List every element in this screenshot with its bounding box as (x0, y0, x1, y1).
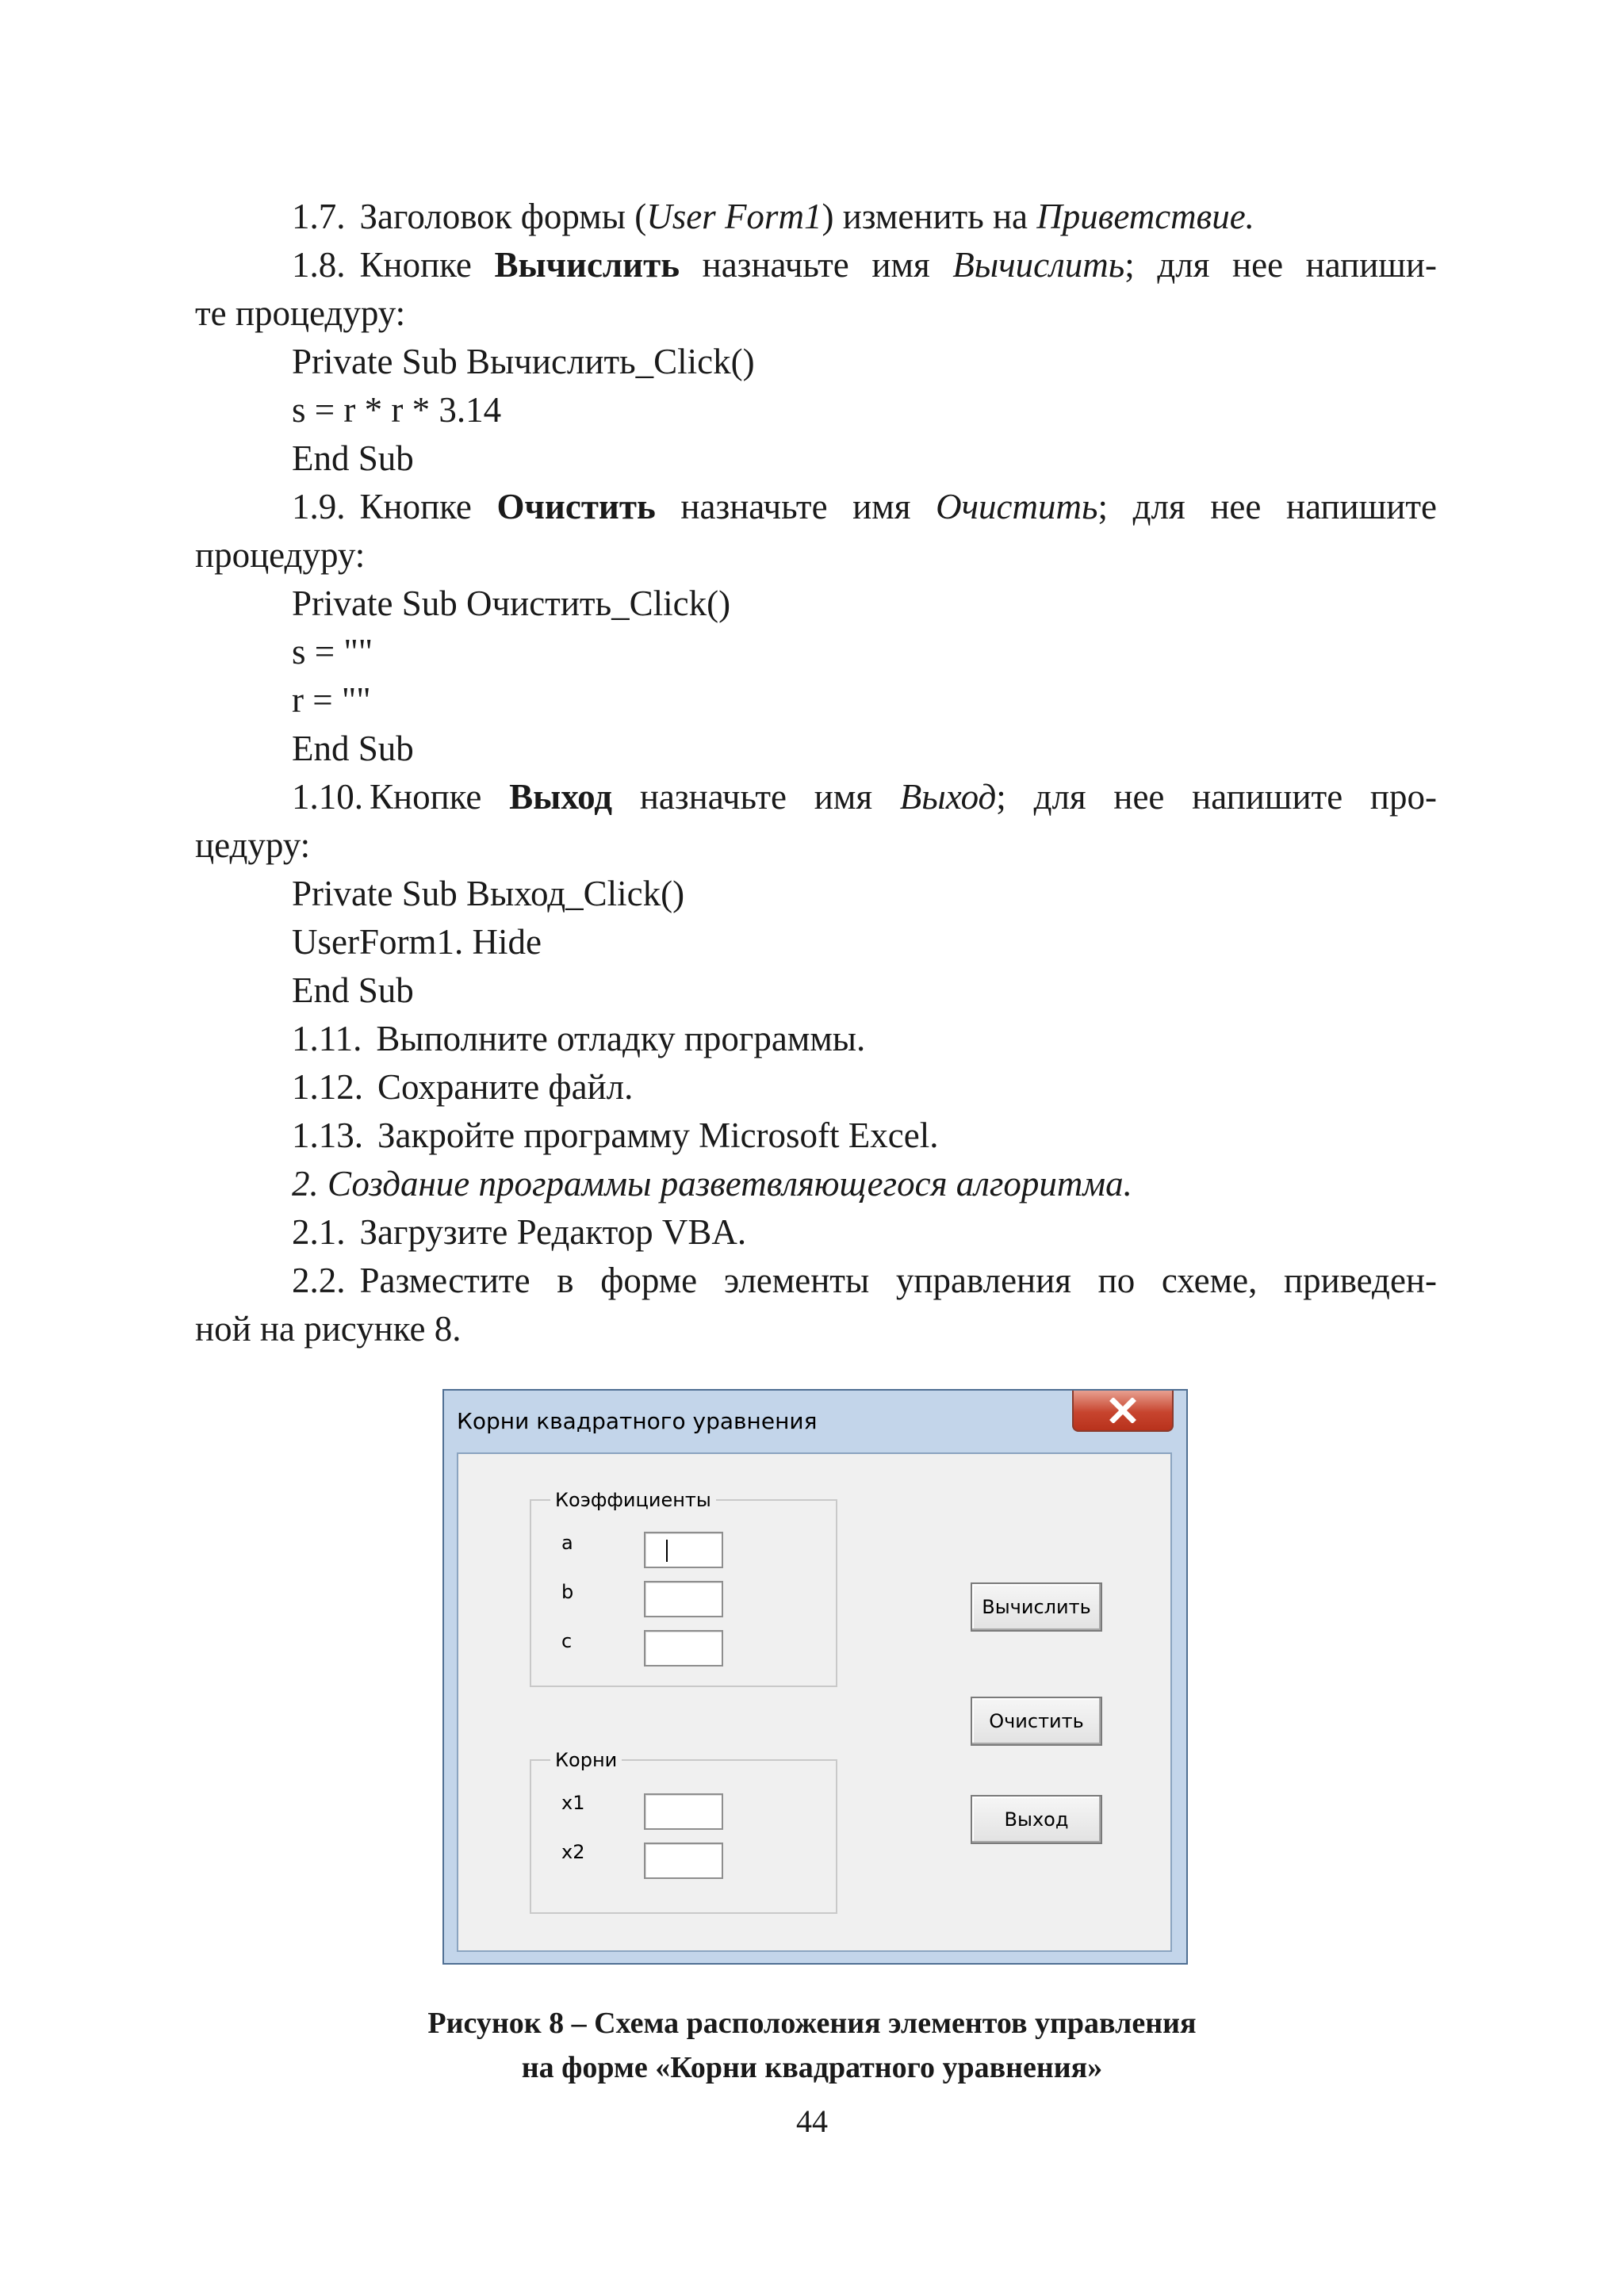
input-c[interactable] (644, 1630, 723, 1667)
text-caret (666, 1540, 668, 1562)
item-1-9-cont: процедуру: (195, 535, 366, 575)
input-a[interactable] (644, 1532, 723, 1568)
code-line: Private Sub Выход_Click() (292, 874, 685, 913)
code-line: r = "" (292, 680, 371, 720)
item-1-12: 1.12. Сохраните файл. (292, 1067, 634, 1107)
item-1-11: 1.11. Выполните отладку программы. (292, 1019, 866, 1058)
item-1-10: 1.10. Кнопке Выход назначьте имя Выход; для нее напишите про- (292, 777, 1437, 817)
exit-button[interactable]: Выход (971, 1795, 1102, 1844)
item-1-10-cont: цедуру: (195, 825, 311, 865)
form-title: Корни квадратного уравнения (457, 1408, 818, 1434)
label-x1: x1 (561, 1792, 585, 1814)
code-line: End Sub (292, 438, 414, 478)
label-a: a (561, 1532, 573, 1554)
item-2-2-cont: ной на рисунке 8. (195, 1309, 462, 1349)
code-line: End Sub (292, 970, 414, 1010)
code-line: Private Sub Вычислить_Click() (292, 342, 755, 381)
label-c: c (561, 1630, 573, 1652)
roots-group (530, 1749, 837, 1914)
close-x-icon (1107, 1398, 1139, 1423)
clear-button[interactable]: Очистить (971, 1697, 1102, 1746)
coefficients-group-legend: Коэффициенты (555, 1489, 711, 1511)
item-2-1: 2.1. Загрузите Редактор VBA. (292, 1212, 747, 1252)
form-window (442, 1389, 1188, 1965)
roots-group-legend: Корни (555, 1749, 618, 1771)
code-line: Private Sub Очистить_Click() (292, 584, 731, 623)
figure-caption-line2: на форме «Корни квадратного уравнения» (521, 2051, 1103, 2084)
item-2-2: 2.2. Разместите в форме элементы управления по схеме, приведен- (292, 1261, 1437, 1300)
calculate-button[interactable]: Вычислить (971, 1582, 1102, 1632)
code-line: s = r * r * 3.14 (292, 390, 502, 430)
figure-caption-line1: Рисунок 8 – Схема расположения элементов управления (427, 2007, 1197, 2040)
code-line: End Sub (292, 729, 414, 768)
item-1-9: 1.9. Кнопке Очистить назначьте имя Очистить; для нее напишите (292, 487, 1438, 526)
item-1-8: 1.8. Кнопке Вычислить назначьте имя Вычислить; для нее напиши- (292, 245, 1437, 285)
code-line: UserForm1. Hide (292, 922, 542, 962)
output-x2[interactable] (644, 1843, 723, 1879)
page-number: 44 (796, 2103, 828, 2139)
section-2-heading: 2. Создание программы разветвляющегося алгоритма. (292, 1164, 1132, 1203)
form-client-area (457, 1452, 1172, 1952)
close-button[interactable] (1072, 1391, 1174, 1432)
item-1-8-cont: те процедуру: (195, 293, 406, 333)
label-b: b (561, 1581, 574, 1603)
input-b[interactable] (644, 1581, 723, 1617)
item-1-7: 1.7. Заголовок формы (User Form1) изменить на Приветствие. (292, 197, 1254, 236)
code-line: s = "" (292, 632, 373, 672)
output-x1[interactable] (644, 1793, 723, 1830)
label-x2: x2 (561, 1841, 585, 1863)
item-1-13: 1.13. Закройте программу Microsoft Excel. (292, 1115, 939, 1155)
